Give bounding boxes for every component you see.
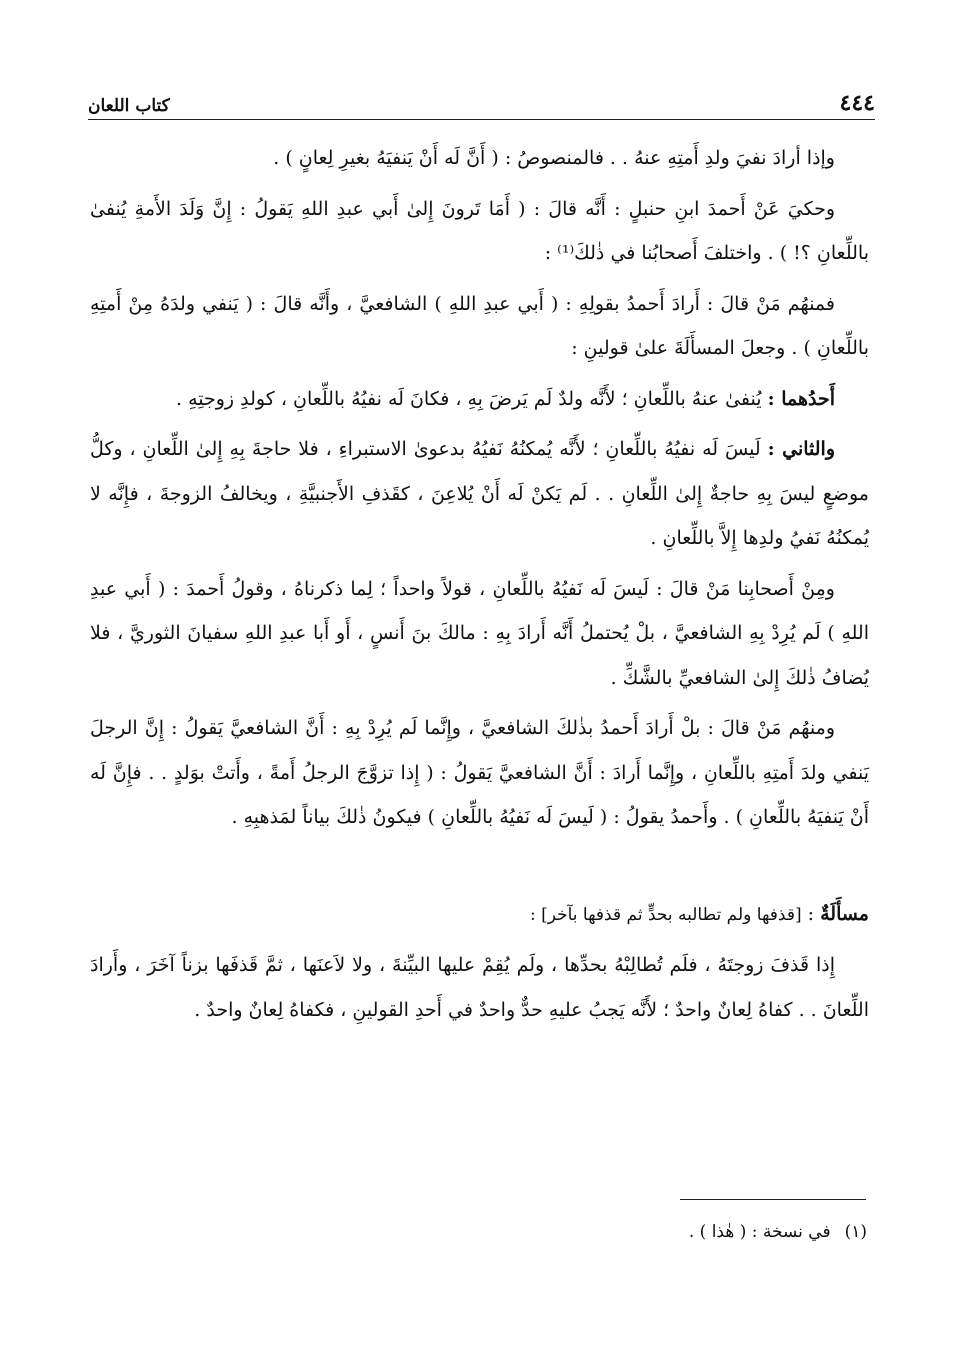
footnote-rule xyxy=(680,1199,866,1200)
paragraph-text: وحكيَ عَنْ أَحمدَ ابنِ حنبلٍ : أَنَّه قالَ : ( أَمَا تَرونَ إِلىٰ أَبي عبدِ اللهِ يَقولُ : إِنَّ وَلَدَ الأَمةِ يُنفىٰ باللِّعانِ ؟! ) . واختلفَ أَصحابُنا في ذٰلكَ⁽¹⁾ : xyxy=(90,197,869,264)
paragraph xyxy=(90,427,869,561)
issue-title: مسأَلَةٌ xyxy=(820,902,869,925)
paragraph xyxy=(90,706,869,840)
paragraph-text: ومِنْ أَصحابِنا مَنْ قالَ : لَيسَ لَه نَفيُهُ باللِّعانِ ، قولاً واحداً ؛ لِما ذكرناهُ ، وقولُ أَحمدَ : ( أَبي عبدِ اللهِ ) لَم يُرِدْ بِهِ الشافعيَّ ، بلْ يُحتملُ أَنَّه أَرادَ بِهِ : مالكَ بنَ أَنسٍ ، أَو أَبا عبدِ اللهِ سفيانَ الثوريَّ ، فلا يُضافُ ذٰلكَ إِلىٰ الشافعيِّ بالشَّكِّ . xyxy=(90,577,869,689)
page-header xyxy=(88,86,875,116)
paragraph xyxy=(90,187,869,276)
paragraph xyxy=(90,377,869,422)
paragraph xyxy=(90,943,869,1032)
paragraph-lead: أَحدُهما : xyxy=(767,387,835,410)
paragraph xyxy=(90,136,869,181)
header-rule xyxy=(88,119,875,120)
paragraph-lead: والثاني : xyxy=(767,438,835,460)
footnote xyxy=(689,1222,867,1242)
paragraph xyxy=(90,567,869,701)
paragraph-text: يُنفىٰ عنهُ باللِّعانِ ؛ لأَنَّه ولدٌ لَم يَرضَ بِهِ ، فكانَ لَه نفيُهُ باللِّعانِ ، كولدِ زوجتِهِ . xyxy=(176,387,768,410)
footnote-number: (١) xyxy=(844,1222,867,1242)
paragraph-text: إِذا قَذفَ زوجتَهُ ، فلَم تُطالِبْهُ بحدِّها ، ولَم يُقِمْ عليها البيِّنةَ ، ولا لاَعنَها ، ثمَّ قَذفَها بزناً آخَرَ ، وأَرادَ اللِّعانَ . . كفاهُ لِعانٌ واحدٌ ؛ لأَنَّه يَجبُ عليهِ حدٌّ واحدٌ في أَحدِ القولينِ ، فكفاهُ لِعانٌ واحدٌ . xyxy=(90,954,869,1021)
footnote-text: في نسخة : ( هٰذا ) . xyxy=(688,1222,831,1242)
section-gap xyxy=(90,846,869,892)
issue-heading xyxy=(90,892,869,938)
main-text xyxy=(90,136,869,1038)
paragraph-text: ومنهُم مَنْ قالَ : بلْ أَرادَ أَحمدُ بذٰلكَ الشافعيَّ ، وإِنَّما لَم يُرِدْ بِهِ : أَنَّ الشافعيَّ يَقولُ : إِنَّ الرجلَ يَنفي ولدَ أَمتِهِ باللِّعانِ ، وإِنَّما أَرادَ : أَنَّ الشافعيَّ يَقولُ : ( إِذا تزوَّجَ الرجلُ أَمةً ، وأَتتْ بوَلدٍ . . فإِنَّ لَه أَنْ يَنفيَهُ باللِّعانِ ) . وأَحمدُ يقولُ : ( لَيسَ لَه نَفيُهُ باللِّعانِ ) فيكونُ ذٰلكَ بياناً لمَذهبِهِ . xyxy=(90,717,869,828)
running-title: كتاب اللعان xyxy=(88,96,170,116)
paragraph xyxy=(90,282,869,371)
paragraph-text: لَيسَ لَه نفيُهُ باللِّعانِ ؛ لأَنَّه يُمكنُهُ نَفيُهُ بدعوىٰ الاستبراءِ ، فلا حاجةَ بِهِ إِلىٰ اللِّعانِ ، وكلُّ موضعٍ ليسَ بِهِ حاجةٌ إِلىٰ اللِّعانِ . . لَم يَكنْ لَه أَنْ يُلاعِنَ ، كقَذفِ الأَجنبيَّةِ ، ويخالفُ الزوجةَ ، فإِنَّه لا يُمكنُهُ نَفيُ ولدِها إِلاَّ باللِّعانِ . xyxy=(90,438,869,549)
paragraph-text: وإذا أرادَ نفيَ ولدِ أَمتِهِ عنهُ . . فالمنصوصُ : ( أَنَّ لَه أَنْ يَنفيَهُ بغيرِ لِعانٍ ) . xyxy=(273,147,835,169)
issue-colon: : xyxy=(801,902,821,925)
paragraph-text: فمنهُم مَنْ قالَ : أَرادَ أَحمدُ بقولِهِ : ( أَبي عبدِ اللهِ ) الشافعيَّ ، وأَنَّه قالَ : ( يَنفي ولدَهُ مِنْ أَمتِهِ باللِّعانِ ) . وجعلَ المسأَلَةَ علىٰ قولينِ : xyxy=(90,292,869,359)
page-number: ٤٤٤ xyxy=(839,90,875,116)
issue-subtitle: [قذفها ولم تطالبه بحدٍّ ثم قذفها بآخر] : xyxy=(529,904,802,925)
